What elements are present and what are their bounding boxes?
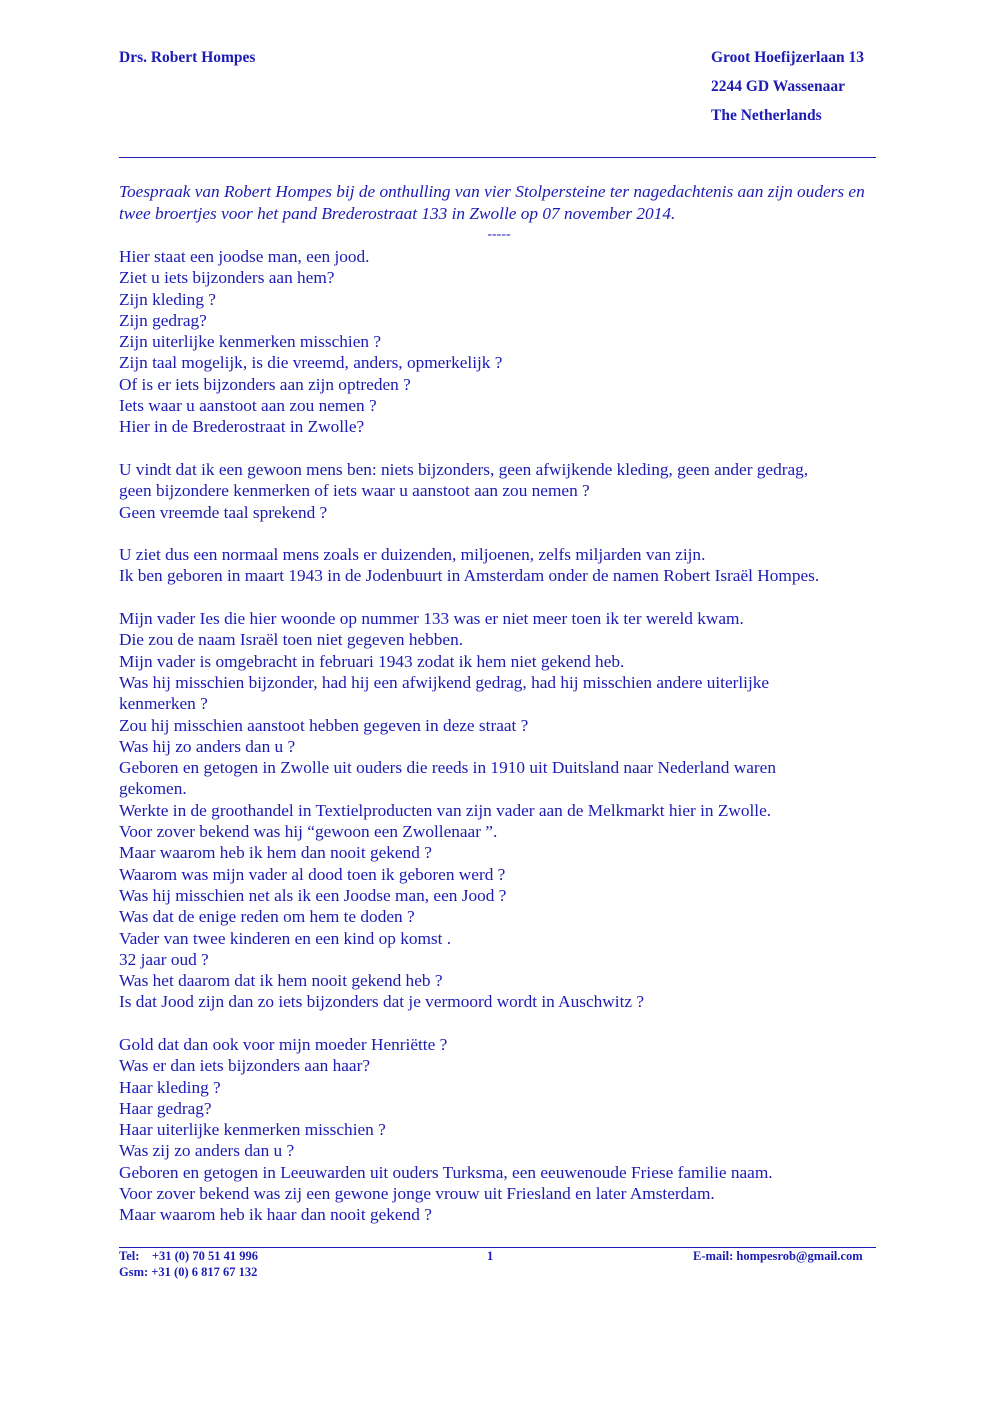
speech-line: Was dat de enige reden om hem te doden ? xyxy=(119,907,415,927)
footer-email: E-mail: hompesrob@gmail.com xyxy=(693,1249,863,1263)
speech-line: gekomen. xyxy=(119,779,187,799)
address-city: 2244 GD Wassenaar xyxy=(711,78,846,95)
speech-line: Maar waarom heb ik haar dan nooit gekend ? xyxy=(119,1205,432,1225)
speech-line: 32 jaar oud ? xyxy=(119,949,209,969)
address-country: The Netherlands xyxy=(711,107,822,124)
footer-divider xyxy=(119,1247,876,1248)
speech-line: Haar gedrag? xyxy=(119,1098,212,1118)
footer-gsm: Gsm: +31 (0) 6 817 67 132 xyxy=(119,1264,258,1279)
speech-line: Was hij zo anders dan u ? xyxy=(119,736,296,756)
speech-paragraph xyxy=(119,544,889,587)
speech-line: Haar uiterlijke kenmerken misschien ? xyxy=(119,1120,386,1140)
speech-line: Ik ben geboren in maart 1943 in de Jodenbuurt in Amsterdam onder de namen Robert Israël Hompes. xyxy=(119,566,820,586)
speech-line: Geen vreemde taal sprekend ? xyxy=(119,502,328,522)
speech-line: Hier in de Brederostraat in Zwolle? xyxy=(119,417,365,437)
address-block xyxy=(711,43,864,130)
speech-line: kenmerken ? xyxy=(119,694,208,714)
speech-line: Werkte in de groothandel in Textielproducten van zijn vader aan de Melkmarkt hier in Zwolle. xyxy=(119,800,772,820)
footer-contact xyxy=(119,1249,258,1280)
speech-line: Die zou de naam Israël toen niet gegeven hebben. xyxy=(119,630,464,650)
speech-line: Geboren en getogen in Zwolle uit ouders die reeds in 1910 uit Duitsland naar Nederland waren xyxy=(119,758,776,778)
speech-line: geen bijzondere kenmerken of iets waar u aanstoot aan zou nemen ? xyxy=(119,481,590,501)
speech-paragraph xyxy=(119,1034,889,1226)
speech-line: Zou hij misschien aanstoot hebben gegeven in deze straat ? xyxy=(119,715,529,735)
speech-line: Maar waarom heb ik hem dan nooit gekend ? xyxy=(119,843,432,863)
speech-line: Was zij zo anders dan u ? xyxy=(119,1141,295,1161)
speech-body xyxy=(119,246,889,1247)
speech-line: Mijn vader Ies die hier woonde op nummer 133 was er niet meer toen ik ter wereld kwam. xyxy=(119,609,744,629)
speech-line: Zijn gedrag? xyxy=(119,310,207,330)
speech-paragraph xyxy=(119,246,889,438)
speech-line: Was hij misschien net als ik een Joodse man, een Jood ? xyxy=(119,885,507,905)
speech-line: Waarom was mijn vader al dood toen ik geboren werd ? xyxy=(119,864,506,884)
speech-line: Iets waar u aanstoot aan zou nemen ? xyxy=(119,396,377,416)
speech-paragraph xyxy=(119,459,889,523)
speech-line: Vader van twee kinderen en een kind op komst . xyxy=(119,928,452,948)
page-number: 1 xyxy=(487,1249,494,1263)
speech-line: U vindt dat ik een gewoon mens ben: niets bijzonders, geen afwijkende kleding, geen ander gedrag, xyxy=(119,459,809,479)
separator: ----- xyxy=(487,227,511,242)
speech-line: Is dat Jood zijn dan zo iets bijzonders dat je vermoord wordt in Auschwitz ? xyxy=(119,992,645,1012)
author-name: Drs. Robert Hompes xyxy=(119,49,256,66)
speech-line: Was hij misschien bijzonder, had hij een afwijkend gedrag, had hij misschien andere uiterlijke xyxy=(119,672,770,692)
speech-line: Haar kleding ? xyxy=(119,1077,221,1097)
speech-line: Hier staat een joodse man, een jood. xyxy=(119,247,370,266)
footer-tel: Tel: +31 (0) 70 51 41 996 xyxy=(119,1249,258,1263)
speech-line: Zijn taal mogelijk, is die vreemd, anders, opmerkelijk ? xyxy=(119,353,503,373)
speech-line: Zijn uiterlijke kenmerken misschien ? xyxy=(119,332,382,352)
speech-line: Gold dat dan ook voor mijn moeder Henriëtte ? xyxy=(119,1034,448,1054)
speech-line: Mijn vader is omgebracht in februari 1943 zodat ik hem niet gekend heb. xyxy=(119,651,625,671)
speech-line: Of is er iets bijzonders aan zijn optreden ? xyxy=(119,374,411,394)
speech-line: Voor zover bekend was zij een gewone jonge vrouw uit Friesland en later Amsterdam. xyxy=(119,1184,715,1204)
speech-line: Ziet u iets bijzonders aan hem? xyxy=(119,268,335,288)
speech-line: U ziet dus een normaal mens zoals er duizenden, miljoenen, zelfs miljarden van zijn. xyxy=(119,545,706,565)
speech-line: Voor zover bekend was hij “gewoon een Zwollenaar ”. xyxy=(119,822,498,842)
speech-line: Was het daarom dat ik hem nooit gekend heb ? xyxy=(119,971,443,991)
speech-paragraph xyxy=(119,608,889,1013)
speech-intro: Toespraak van Robert Hompes bij de onthulling van vier Stolpersteine ter nagedachtenis aan zijn ouders en twee broertjes voor het pand Brederostraat 133 in Zwolle op 07 november 2014. xyxy=(119,182,865,223)
address-street: Groot Hoefijzerlaan 13 xyxy=(711,49,864,66)
speech-line: Geboren en getogen in Leeuwarden uit ouders Turksma, een eeuwenoude Friese familie naam. xyxy=(119,1162,773,1182)
header-divider xyxy=(119,157,876,158)
speech-line: Was er dan iets bijzonders aan haar? xyxy=(119,1056,370,1076)
speech-line: Zijn kleding ? xyxy=(119,289,216,309)
